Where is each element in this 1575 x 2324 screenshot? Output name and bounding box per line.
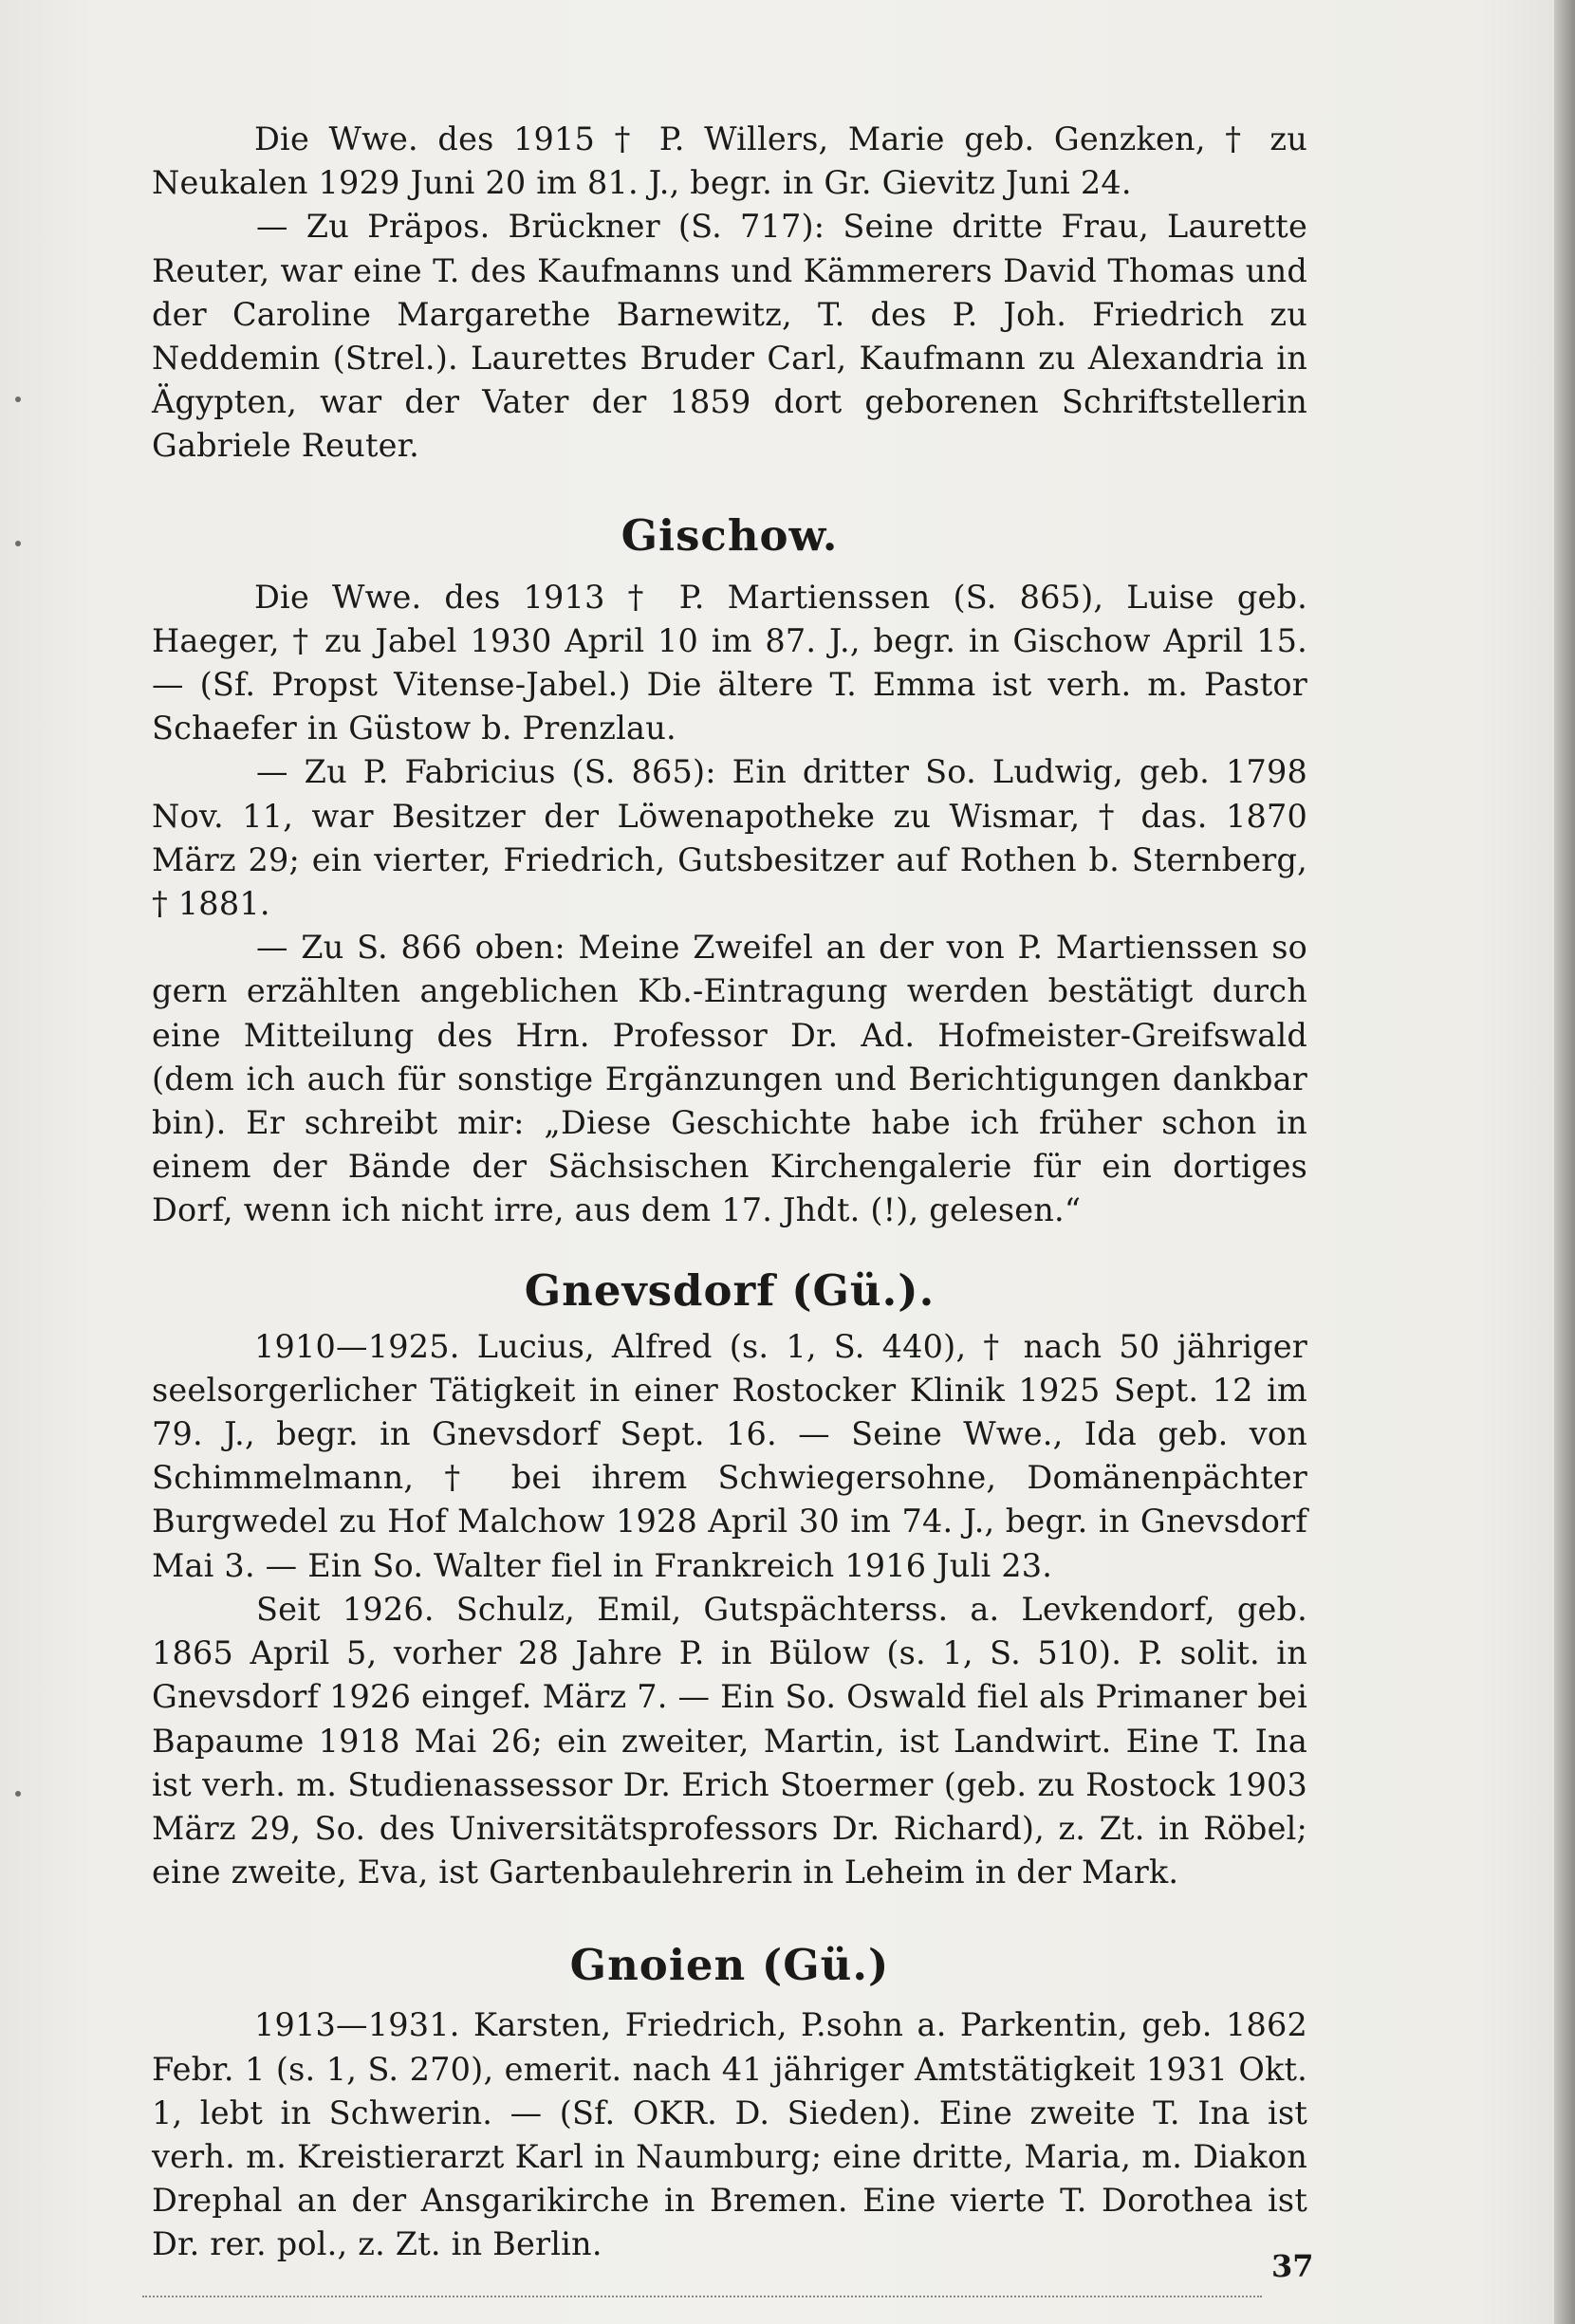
paragraph-karsten: 1913—1931. Karsten, Friedrich, P.sohn a. Parkentin, geb. 1862 Febr. 1 (s. 1, S. 270), emerit. nach 41 jähriger Amtstätigkeit 1931 Okt. 1, lebt in Schwerin. — (Sf. OKR. D. Sieden). Eine zweite T. Ina ist verh. m. Kreistierarzt Karl in Naumburg; eine dritte, Maria, m. Diakon Drephal an der Ansgarikirche in Bremen. Eine vierte T. Dorothea ist Dr. rer. pol., z. Zt. in Berlin. [152, 2006, 1307, 2263]
paragraph-note-s866: — Zu S. 866 oben: Meine Zweifel an der von P. Martienssen so gern erzählten angeblichen Kb.-Eintragung werden bestätigt durch eine Mitteilung des Hrn. Professor Dr. Ad. Hofmeister-Greifswald (dem ich auch für sonstige Ergänzungen und Berichtigungen dankbar bin). Er schreibt mir: „Diese Geschichte habe ich früher schon in einem der Bände der Sächsischen Kirchengalerie für ein dortiges Dorf, wenn ich nicht irre, aus dem 17. Jhdt. (!), gelesen.“ [152, 929, 1307, 1229]
paragraph-willers: Die Wwe. des 1915 † P. Willers, Marie geb. Genzken, † zu Neukalen 1929 Juni 20 im 81. J., begr. in Gr. Gievitz Juni 24. [152, 120, 1307, 202]
paragraph-martienssen: Die Wwe. des 1913 † P. Martienssen (S. 865), Luise geb. Haeger, † zu Jabel 1930 April 10 im 87. J., begr. in Gischow April 15. — (Sf. Propst Vitense-Jabel.) Die ältere T. Emma ist verh. m. Pastor Schaefer in Güstow b. Prenzlau. [152, 578, 1307, 747]
text-block [152, 118, 1307, 2267]
footer-rule [142, 2296, 1262, 2301]
paragraph-lucius: 1910—1925. Lucius, Alfred (s. 1, S. 440), † nach 50 jähriger seelsorgerlicher Tätigkeit in einer Rostocker Klinik 1925 Sept. 12 im 79. J., begr. in Gnevsdorf Sept. 16. — Seine Wwe., Ida geb. von Schimmelmann, † bei ihrem Schwiegersohne, Domänenpächter Burgwedel zu Hof Malchow 1928 April 30 im 74. J., begr. in Gnevsdorf Mai 3. — Ein So. Walter fiel in Frankreich 1916 Juli 23. [152, 1327, 1307, 1584]
margin-mark [15, 1791, 21, 1797]
margin-mark [15, 397, 21, 402]
book-spine-shadow [1554, 0, 1575, 2324]
margin-mark [15, 541, 21, 546]
section-heading-gnevsdorf: Gnevsdorf (Gü.). [524, 1264, 936, 1316]
section-heading-gischow: Gischow. [621, 509, 839, 561]
paragraph-schulz: Seit 1926. Schulz, Emil, Gutspächterss. a. Levkendorf, geb. 1865 April 5, vorher 28 Jahre P. in Bülow (s. 1, S. 510). P. solit. in Gnevsdorf 1926 eingef. März 7. — Ein So. Oswald fiel als Primaner bei Bapaume 1918 Mai 26; ein zweiter, Martin, ist Landwirt. Eine T. Ina ist verh. m. Studienassessor Dr. Erich Stoermer (geb. zu Rostock 1903 März 29, So. des Universitätsprofessors Dr. Richard), z. Zt. in Röbel; eine zweite, Eva, ist Gartenbaulehrerin in Leheim in der Mark. [152, 1590, 1307, 1891]
section-heading-gnoien: Gnoien (Gü.) [569, 1940, 890, 1991]
page-number: 37 [1271, 2248, 1314, 2284]
paragraph-brueckner: — Zu Präpos. Brückner (S. 717): Seine dritte Frau, Laurette Reuter, war eine T. des Kaufmanns und Kämmerers David Thomas und der Caroline Margarethe Barnewitz, T. des P. Joh. Friedrich zu Neddemin (Strel.). Laurettes Bruder Carl, Kaufmann zu Alexandria in Ägypten, war der Vater der 1859 dort geborenen Schriftstellerin Gabriele Reuter. [152, 208, 1307, 465]
paragraph-fabricius: — Zu P. Fabricius (S. 865): Ein dritter So. Ludwig, geb. 1798 Nov. 11, war Besitzer der Löwenapotheke zu Wismar, † das. 1870 März 29; ein vierter, Friedrich, Gutsbesitzer auf Rothen b. Sternberg, † 1881. [152, 753, 1307, 923]
